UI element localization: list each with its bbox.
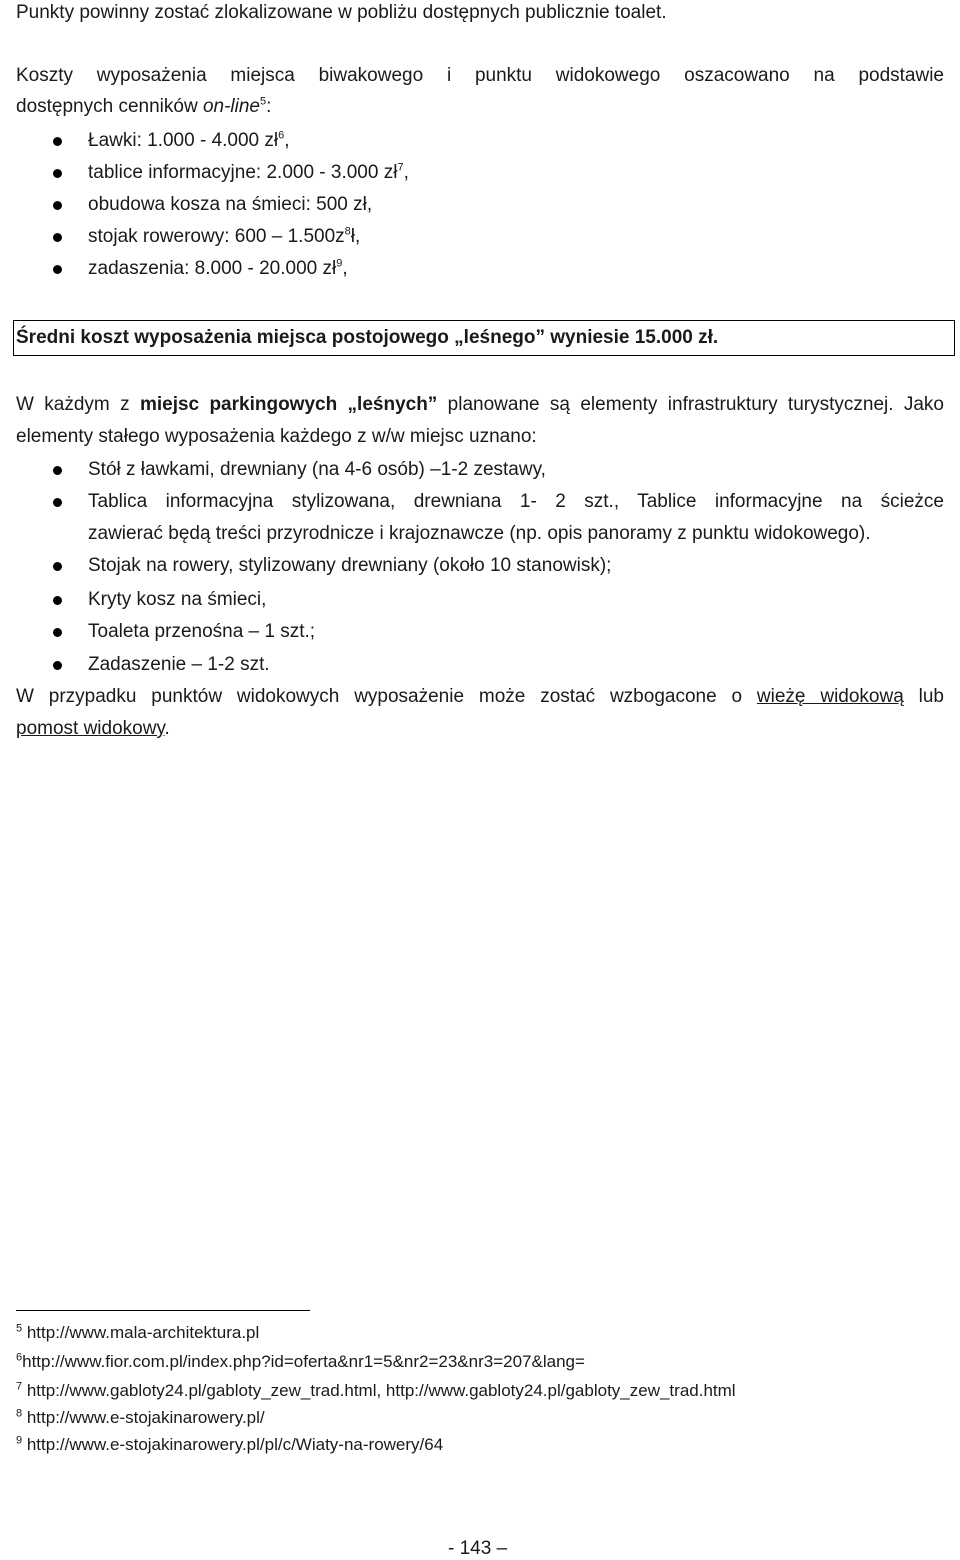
bullet-icon: [53, 562, 62, 571]
bullet-icon: [53, 201, 62, 210]
colon: :: [266, 96, 272, 117]
footnote-ref: 5: [260, 95, 267, 108]
list-item: stojak rowerowy: $600 - 1.500z^8ł$,: [88, 225, 361, 247]
bullet-icon: [53, 466, 62, 475]
bullet-icon: [53, 233, 62, 242]
costs-text: dostępnych cenników: [16, 96, 203, 117]
list-item: Tablica informacyjna stylizowana, drewniana 1- 2 szt., Tablice informacyjne na ścieżce: [88, 491, 944, 512]
list-item: Toaleta przenośna – 1 szt.;: [88, 621, 316, 642]
paragraph-parking-line1: W każdym z miejsc parkingowych „leśnych” planowane są elementy infrastruktury turystycznej. Jako: [16, 394, 945, 415]
bullet-icon: [53, 137, 62, 146]
footnote: $^5$ http://www.mala-architektura.pl: [16, 1322, 260, 1342]
list-item: Ławki: 1.000 - 4.000 $zł^6$,: [88, 129, 290, 151]
paragraph-toilets: Punkty powinny zostać zlokalizowane w pobliżu dostępnych publicznie toalet.: [16, 2, 667, 23]
bullet-icon: [53, 169, 62, 178]
list-item: Zadaszenie – 1-2 szt.: [88, 654, 270, 675]
bullet-icon: [53, 498, 62, 507]
bullet-icon: [53, 265, 62, 274]
footnote-rule: [16, 1310, 310, 1311]
footnote: $^9$ http://www.e-stojakinarowery.pl/pl/c/Wiaty-na-rowery/64: [16, 1434, 444, 1454]
list-item: obudowa kosza na śmieci: 500 zł,: [88, 194, 373, 215]
bullet-icon: [53, 596, 62, 605]
bullet-icon: [53, 661, 62, 670]
paragraph-costs-line2: [16, 96, 271, 118]
paragraph-viewpoints-line2: pomost widokowy.: [16, 718, 170, 739]
paragraph-viewpoints-line1: W przypadku punktów widokowych wyposażenie może zostać wzbogacone o wieżę widokową lub: [16, 686, 944, 707]
footnote: $^8$ http://www.e-stojakinarowery.pl/: [16, 1407, 265, 1427]
list-item: Kryty kosz na śmieci,: [88, 589, 267, 610]
paragraph-parking-line2: elementy stałego wyposażenia każdego z w/w miejsc uznano:: [16, 426, 537, 447]
list-item: zadaszenia: 8.000 - 20.000 $zł^9$,: [88, 257, 348, 279]
footnote: $^7$ http://www.gabloty24.pl/gabloty_zew_trad.html, http://www.gabloty24.pl/gabloty_zew_trad.html: [16, 1380, 736, 1400]
bullet-icon: [53, 628, 62, 637]
list-item: Stół z ławkami, drewniany (na 4-6 osób) –1-2 zestawy,: [88, 459, 546, 480]
online-text: on-line: [202, 96, 260, 117]
list-item: Stojak na rowery, stylizowany drewniany (około 10 stanowisk);: [88, 555, 612, 576]
list-item-continuation: zawierać będą treści przyrodnicze i krajoznawcze (np. opis panoramy z punktu widokowego).: [88, 523, 871, 544]
footnote: $^6$http://www.fior.com.pl/index.php?id=oferta&nr1=5&nr2=23&nr3=207&lang=: [16, 1351, 585, 1371]
summary-text: Średni koszt wyposażenia miejsca postojowego „leśnego” wyniesie 15.000 zł.: [16, 327, 719, 348]
page-number: - 143 –: [448, 1538, 508, 1559]
paragraph-costs-line1: Koszty wyposażenia miejsca biwakowego i punktu widokowego oszacowano na podstawie: [16, 65, 944, 86]
list-item: tablice informacyjne: 2.000 - 3.000 $zł^7$,: [88, 161, 409, 183]
